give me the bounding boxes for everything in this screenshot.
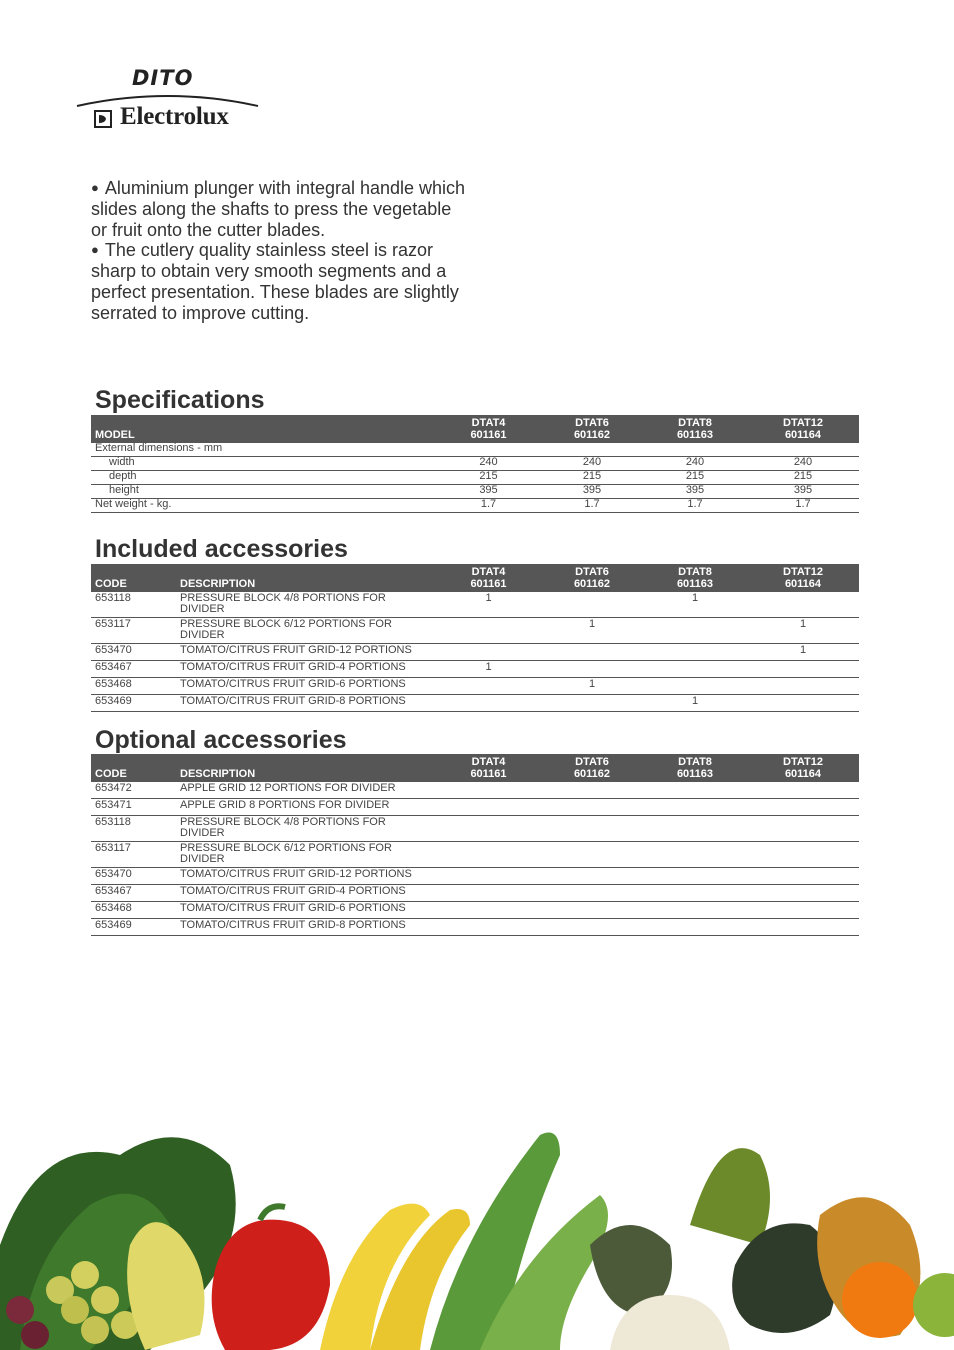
accessory-code: 653117 [91,618,176,644]
description-paragraph: ● Aluminium plunger with integral handle which slides along the shafts to press the vegetable or fruit onto the cutter blades. [91,178,466,240]
quantity-cell [643,842,747,868]
bullet-icon: ● [91,242,99,258]
quantity-cell: 1 [436,661,541,678]
group-label: External dimensions - mm [91,443,859,457]
quantity-cell [541,592,643,618]
quantity-cell [541,902,643,919]
accessory-code: 653467 [91,885,176,902]
quantity-cell: 1 [643,695,747,712]
accessory-code: 653470 [91,868,176,885]
table-row [91,592,859,618]
table-row: depth 215 215 215 215 [91,471,859,485]
accessory-code: 653468 [91,678,176,695]
quantity-cell [643,919,747,936]
table-row [91,816,859,842]
accessory-code: 653469 [91,919,176,936]
model-col-header: DTAT8 601163 [643,564,747,592]
quantity-cell [747,695,859,712]
quantity-cell [436,799,541,816]
accessory-description: APPLE GRID 12 PORTIONS FOR DIVIDER [176,782,436,799]
sub-brand-name: DITO [132,66,194,90]
quantity-cell: 1 [747,644,859,661]
table-row [91,618,859,644]
accessory-description: PRESSURE BLOCK 6/12 PORTIONS FOR DIVIDER [176,618,436,644]
quantity-cell [436,842,541,868]
description-header: DESCRIPTION [176,564,436,592]
quantity-cell [643,618,747,644]
quantity-cell [643,799,747,816]
quantity-cell [541,661,643,678]
optional-accessories-title: Optional accessories [95,726,347,754]
quantity-cell [436,695,541,712]
accessory-description: PRESSURE BLOCK 6/12 PORTIONS FOR DIVIDER [176,842,436,868]
model-col-header: DTAT6 601162 [541,415,643,443]
quantity-cell [747,919,859,936]
accessory-description: TOMATO/CITRUS FRUIT GRID-12 PORTIONS [176,868,436,885]
quantity-cell [541,799,643,816]
quantity-cell [541,868,643,885]
accessory-description: TOMATO/CITRUS FRUIT GRID-6 PORTIONS [176,678,436,695]
table-header [91,754,859,782]
table-row [91,661,859,678]
model-col-header: DTAT4 601161 [436,754,541,782]
table-row [91,885,859,902]
model-col-header: DTAT4 601161 [436,564,541,592]
quantity-cell [436,816,541,842]
quantity-cell [643,885,747,902]
accessory-code: 653467 [91,661,176,678]
accessory-code: 653469 [91,695,176,712]
quantity-cell [436,678,541,695]
included-accessories-table [91,564,859,712]
table-row [91,443,859,457]
quantity-cell [747,816,859,842]
accessory-description: TOMATO/CITRUS FRUIT GRID-6 PORTIONS [176,902,436,919]
accessory-description: PRESSURE BLOCK 4/8 PORTIONS FOR DIVIDER [176,816,436,842]
description-header: DESCRIPTION [176,754,436,782]
quantity-cell [541,885,643,902]
quantity-cell [747,842,859,868]
table-header [91,564,859,592]
brand-name: Electrolux [120,103,229,130]
accessory-code: 653470 [91,644,176,661]
quantity-cell [643,678,747,695]
quantity-cell [436,902,541,919]
model-header: MODEL [91,415,436,443]
description-paragraph: ● The cutlery quality stainless steel is razor sharp to obtain very smooth segments and a perfect presentation. These blades are slightly serrated to improve cutting. [91,240,459,323]
table-row [91,644,859,661]
quantity-cell [643,661,747,678]
accessory-code: 653468 [91,902,176,919]
table-row [91,902,859,919]
electrolux-mark-icon [94,110,112,128]
code-header: CODE [91,754,176,782]
model-col-header: DTAT4 601161 [436,415,541,443]
accessory-description: TOMATO/CITRUS FRUIT GRID-4 PORTIONS [176,661,436,678]
quantity-cell: 1 [747,618,859,644]
quantity-cell [436,919,541,936]
accessory-description: TOMATO/CITRUS FRUIT GRID-4 PORTIONS [176,885,436,902]
table-row: width 240 240 240 240 [91,457,859,471]
included-accessories-title: Included accessories [95,535,348,563]
quantity-cell: 1 [436,592,541,618]
table-row [91,678,859,695]
quantity-cell [747,661,859,678]
quantity-cell [747,868,859,885]
quantity-cell [643,868,747,885]
quantity-cell [541,782,643,799]
quantity-cell [436,782,541,799]
model-col-header: DTAT12 601164 [747,564,859,592]
quantity-cell [643,644,747,661]
quantity-cell [541,919,643,936]
accessory-description: APPLE GRID 8 PORTIONS FOR DIVIDER [176,799,436,816]
table-row [91,842,859,868]
code-header: CODE [91,564,176,592]
pepper-stem [260,1206,285,1220]
quantity-cell [541,816,643,842]
accessory-description: TOMATO/CITRUS FRUIT GRID-8 PORTIONS [176,695,436,712]
model-col-header: DTAT6 601162 [541,754,643,782]
table-row: Net weight - kg. 1.7 1.7 1.7 1.7 [91,499,859,513]
quantity-cell [747,902,859,919]
quantity-cell [541,842,643,868]
bullet-icon: ● [91,180,99,195]
quantity-cell [436,868,541,885]
table-row [91,782,859,799]
table-row [91,799,859,816]
quantity-cell [747,678,859,695]
accessory-description: PRESSURE BLOCK 4/8 PORTIONS FOR DIVIDER [176,592,436,618]
quantity-cell [541,644,643,661]
specifications-title: Specifications [95,386,265,414]
quantity-cell [643,782,747,799]
brand-logo [76,66,260,134]
model-col-header: DTAT6 601162 [541,564,643,592]
accessory-code: 653117 [91,842,176,868]
quantity-cell [436,885,541,902]
accessory-code: 653118 [91,816,176,842]
table-row: height 395 395 395 395 [91,485,859,499]
quantity-cell [747,885,859,902]
table-row [91,695,859,712]
quantity-cell [643,816,747,842]
quantity-cell [436,618,541,644]
accessory-code: 653472 [91,782,176,799]
specifications-table [91,415,859,513]
pineapple-leaves [690,1148,770,1245]
quantity-cell [747,782,859,799]
quantity-cell [747,799,859,816]
table-row [91,919,859,936]
model-col-header: DTAT8 601163 [643,754,747,782]
produce-illustration [0,1095,954,1350]
table-header [91,415,859,443]
table-row [91,868,859,885]
quantity-cell: 1 [643,592,747,618]
quantity-cell: 1 [541,678,643,695]
quantity-cell [747,592,859,618]
product-description [91,178,471,324]
orange [842,1262,918,1338]
accessory-description: TOMATO/CITRUS FRUIT GRID-12 PORTIONS [176,644,436,661]
quantity-cell: 1 [541,618,643,644]
accessory-description: TOMATO/CITRUS FRUIT GRID-8 PORTIONS [176,919,436,936]
quantity-cell [436,644,541,661]
accessory-code: 653118 [91,592,176,618]
quantity-cell [541,695,643,712]
model-col-header: DTAT12 601164 [747,415,859,443]
model-col-header: DTAT12 601164 [747,754,859,782]
model-col-header: DTAT8 601163 [643,415,747,443]
accessory-code: 653471 [91,799,176,816]
quantity-cell [643,902,747,919]
optional-accessories-table [91,754,859,936]
